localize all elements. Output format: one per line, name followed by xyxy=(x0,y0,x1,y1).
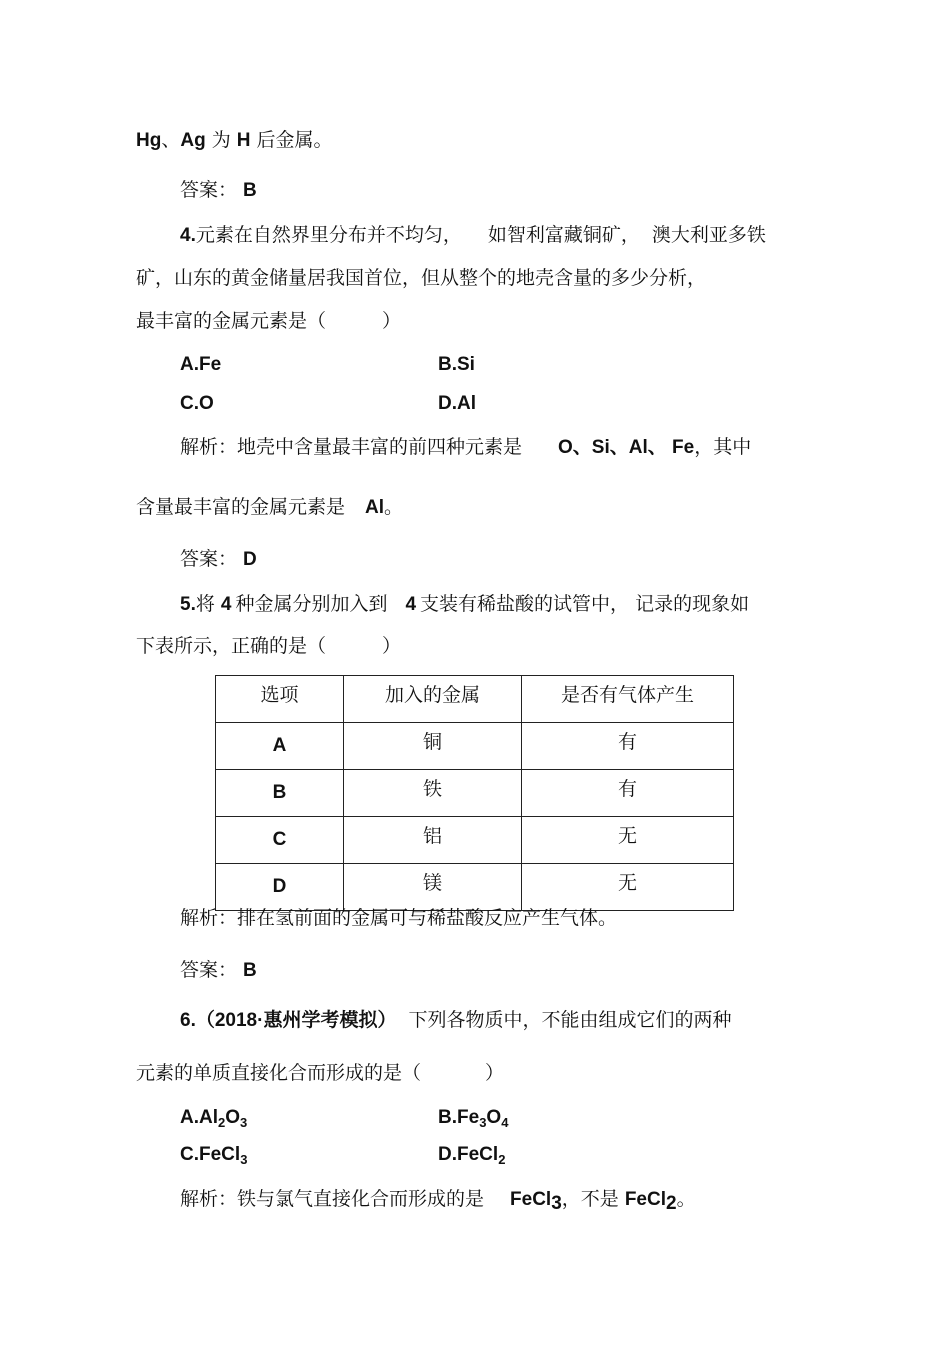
table-cell: A xyxy=(216,723,344,770)
table-cell: C xyxy=(216,817,344,864)
analysis-line: 解析：铁与氯气直接化合而形成的是 FeCl$_3$，不是 FeCl$_2$。 xyxy=(180,1188,696,1214)
table-header: 选项 xyxy=(216,676,344,723)
table-row xyxy=(216,817,734,864)
table-cell: D xyxy=(216,864,344,911)
table-cell: 镁 xyxy=(344,864,522,911)
answer-line: 答案： D xyxy=(180,548,257,570)
question-5-line-2: 下表所示，正确的是（ ） xyxy=(136,635,402,657)
text-line: Hg、Ag 为 H 后金属。 xyxy=(136,129,333,151)
table-cell: 有 xyxy=(522,770,734,817)
analysis-line: 解析：排在氢前面的金属可与稀盐酸反应产生气体。 xyxy=(180,907,618,929)
option-c: C.O xyxy=(180,393,214,414)
table-cell: 无 xyxy=(522,864,734,911)
analysis-line-2: 含量最丰富的金属元素是 Al。 xyxy=(136,496,404,518)
table-header-row xyxy=(216,676,734,723)
option-b: $B.Fe_3O_4$ xyxy=(438,1107,509,1130)
question-5-line-1: 5.将 4 种金属分别加入到 4 支装有稀盐酸的试管中， 记录的现象如 xyxy=(180,593,750,615)
question-4-line-1: 4.元素在自然界里分布并不均匀， 如智利富藏铜矿， 澳大利亚多铁 xyxy=(180,224,766,246)
option-d: D.FeCl$_2$ xyxy=(438,1144,506,1167)
results-table xyxy=(215,675,734,911)
option-d: D.Al xyxy=(438,393,476,414)
answer-line: 答案： B xyxy=(180,959,257,981)
option-a: $A.Al_2O_3$ xyxy=(180,1107,248,1130)
table-cell: B xyxy=(216,770,344,817)
option-b: B.Si xyxy=(438,354,475,375)
option-c: C.FeCl$_3$ xyxy=(180,1144,248,1167)
question-6-line-2: 元素的单质直接化合而形成的是（ ） xyxy=(136,1062,505,1084)
table-cell: 铁 xyxy=(344,770,522,817)
table-cell: 铝 xyxy=(344,817,522,864)
answer-line: 答案： B xyxy=(180,179,257,201)
table-cell: 无 xyxy=(522,817,734,864)
question-4-line-2: 矿，山东的黄金储量居我国首位，但从整个的地壳含量的多少分析， xyxy=(136,267,707,289)
table-row xyxy=(216,723,734,770)
table-header: 加入的金属 xyxy=(344,676,522,723)
table-header: 是否有气体产生 xyxy=(522,676,734,723)
table-row xyxy=(216,770,734,817)
option-a: A.Fe xyxy=(180,354,222,375)
table-row xyxy=(216,864,734,911)
question-6-line-1: 6.（2018·惠州学考模拟） 下列各物质中，不能由组成它们的两种 xyxy=(180,1009,732,1031)
table-cell: 有 xyxy=(522,723,734,770)
table-cell: 铜 xyxy=(344,723,522,770)
analysis-line: 解析：地壳中含量最丰富的前四种元素是 O、Si、Al、 Fe，其中 xyxy=(180,436,752,458)
question-4-line-3: 最丰富的金属元素是（ ） xyxy=(136,310,402,332)
